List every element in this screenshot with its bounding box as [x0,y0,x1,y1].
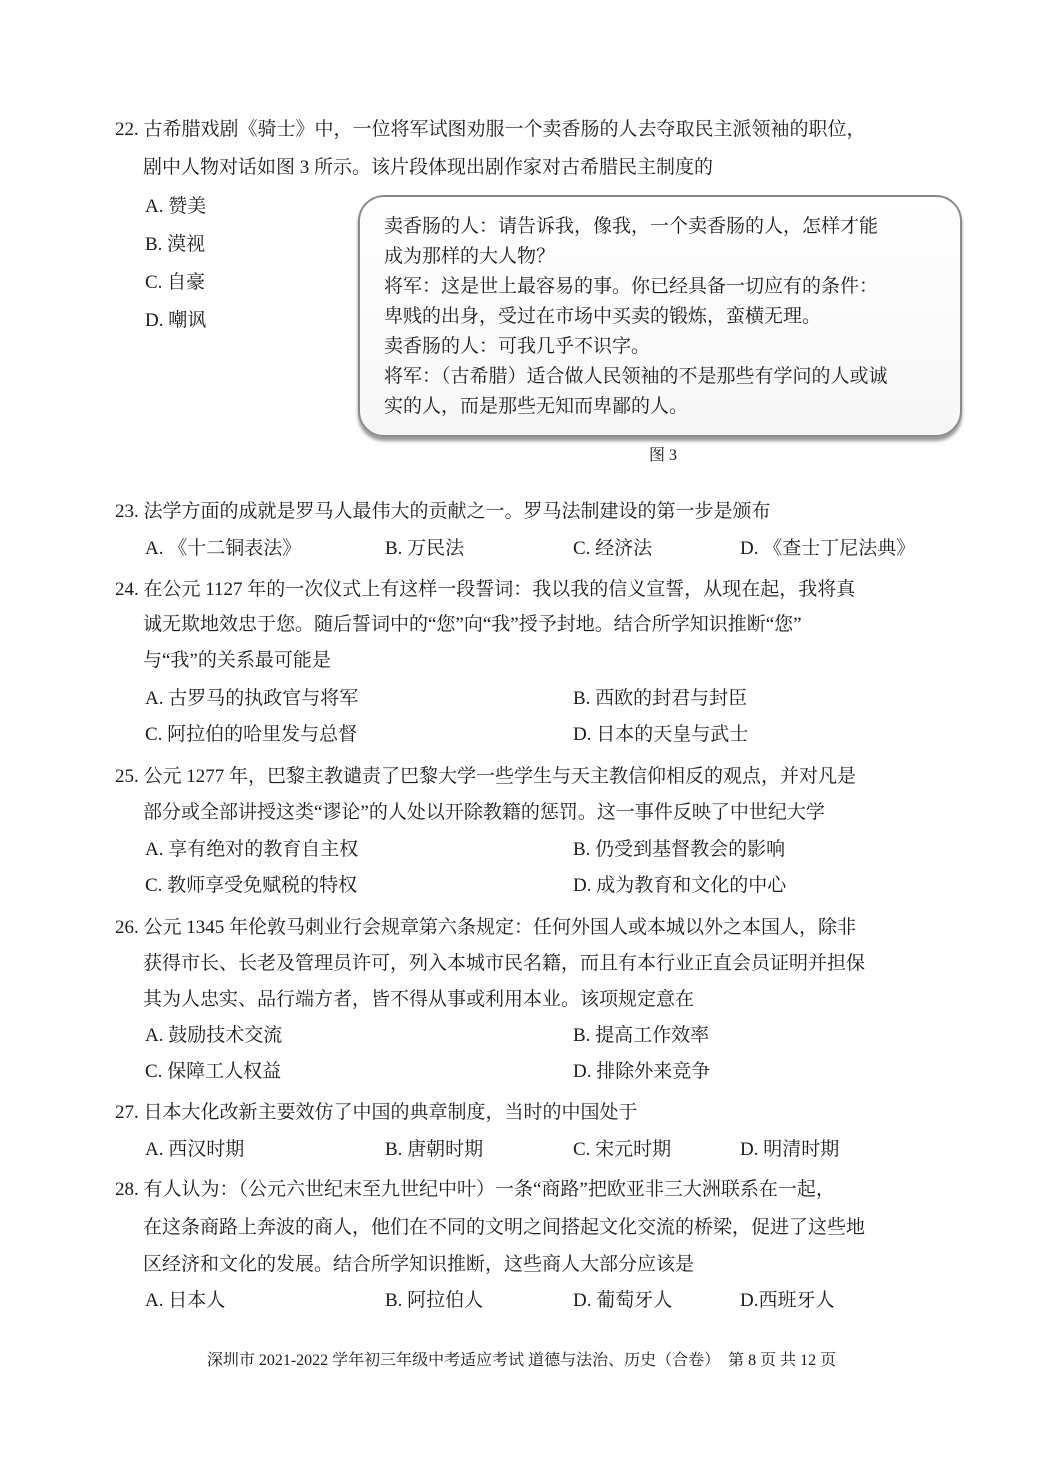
question-text: 诚无欺地效忠于您。随后誓词中的“您”向“我”授予封地。结合所学知识推断“您” [143,614,802,635]
option-b: B. 西欧的封君与封臣 [573,688,748,709]
option-a: A. 《十二铜表法》 [145,538,302,559]
question-text: 剧中人物对话如图 3 所示。该片段体现出剧作家对古希腊民主制度的 [143,157,714,178]
option-c: C. 宋元时期 [573,1139,672,1160]
option-a: A. 西汉时期 [145,1139,245,1160]
question-text: 27. 日本大化改新主要效仿了中国的典章制度，当时的中国处于 [115,1102,638,1123]
option-c: C. 阿拉伯的哈里发与总督 [145,724,358,745]
figure-3-dialogue-box [358,195,962,437]
dialogue-line: 卖香肠的人：请告诉我，像我，一个卖香肠的人，怎样才能 [384,216,879,237]
question-text: 与“我”的关系最可能是 [143,650,331,671]
option-d: D. 排除外来竞争 [573,1061,711,1082]
question-text: 获得市长、长老及管理员许可，列入本城市民名籍，而且有本行业正直会员证明并担保 [143,953,866,974]
question-text: 26. 公元 1345 年伦敦马刺业行会规章第六条规定：任何外国人或本城以外之本国人，除非 [115,917,857,938]
dialogue-line: 实的人，而是那些无知而卑鄙的人。 [384,396,689,417]
option-c: C. 教师享受免赋税的特权 [145,875,358,896]
option-b: B. 万民法 [385,538,465,559]
question-text: 23. 法学方面的成就是罗马人最伟大的贡献之一。罗马法制建设的第一步是颁布 [115,501,771,522]
dialogue-line: 卑贱的出身，受过在市场中买卖的锻炼，蛮横无理。 [384,306,822,327]
option-d: D. 成为教育和文化的中心 [573,875,787,896]
page-footer: 深圳市 2021-2022 学年初三年级中考适应考试 道德与法治、历史（合卷） 第 8 页 共 12 页 [206,1352,837,1369]
question-text: 其为人忠实、品行端方者，皆不得从事或利用本业。该项规定意在 [143,989,695,1010]
option-d: D. 明清时期 [740,1139,840,1160]
option-d: D. 日本的天皇与武士 [573,724,749,745]
dialogue-line: 将军：这是世上最容易的事。你已经具备一切应有的条件： [384,276,879,297]
option-d: D.西班牙人 [740,1290,835,1311]
option-a: A. 日本人 [145,1290,226,1311]
question-text: 区经济和文化的发展。结合所学知识推断，这些商人大部分应该是 [143,1254,695,1275]
option-a: A. 鼓励技术交流 [145,1025,283,1046]
question-text: 28. 有人认为：（公元六世纪末至九世纪中叶）一条“商路”把欧亚非三大洲联系在一起， [115,1179,835,1200]
option-c: C. 经济法 [573,538,653,559]
question-text: 25. 公元 1277 年，巴黎主教谴责了巴黎大学一些学生与天主教信仰相反的观点，并对凡是 [115,766,857,787]
question-text: 在这条商路上奔波的商人，他们在不同的文明之间搭起文化交流的桥梁，促进了这些地 [143,1217,866,1238]
option-d: D. 嘲讽 [145,310,207,331]
question-text: 22. 古希腊戏剧《骑士》中，一位将军试图劝服一个卖香肠的人去夺取民主派领袖的职位， [115,119,866,140]
dialogue-line: 将军：（古希腊）适合做人民领袖的不是那些有学问的人或诚 [384,366,888,387]
option-a: A. 享有绝对的教育自主权 [145,839,359,860]
option-b: B. 漠视 [145,234,206,255]
option-d: D. 《查士丁尼法典》 [740,538,916,559]
option-c: C. 保障工人权益 [145,1061,282,1082]
option-c: D. 葡萄牙人 [573,1290,673,1311]
dialogue-line: 成为那样的大人物？ [384,246,556,267]
option-b: B. 提高工作效率 [573,1025,710,1046]
dialogue-line: 卖香肠的人：可我几乎不识字。 [384,336,651,357]
option-a: A. 古罗马的执政官与将军 [145,688,359,709]
option-b: B. 阿拉伯人 [385,1290,484,1311]
question-text: 24. 在公元 1127 年的一次仪式上有这样一段誓词：我以我的信义宣誓，从现在起，我将真 [115,579,856,600]
option-b: B. 唐朝时期 [385,1139,484,1160]
question-text: 部分或全部讲授这类“谬论”的人处以开除教籍的惩罚。这一事件反映了中世纪大学 [143,802,825,823]
option-b: B. 仍受到基督教会的影响 [573,839,786,860]
option-c: C. 自豪 [145,272,206,293]
figure-caption: 图 3 [649,447,678,464]
option-a: A. 赞美 [145,196,207,217]
